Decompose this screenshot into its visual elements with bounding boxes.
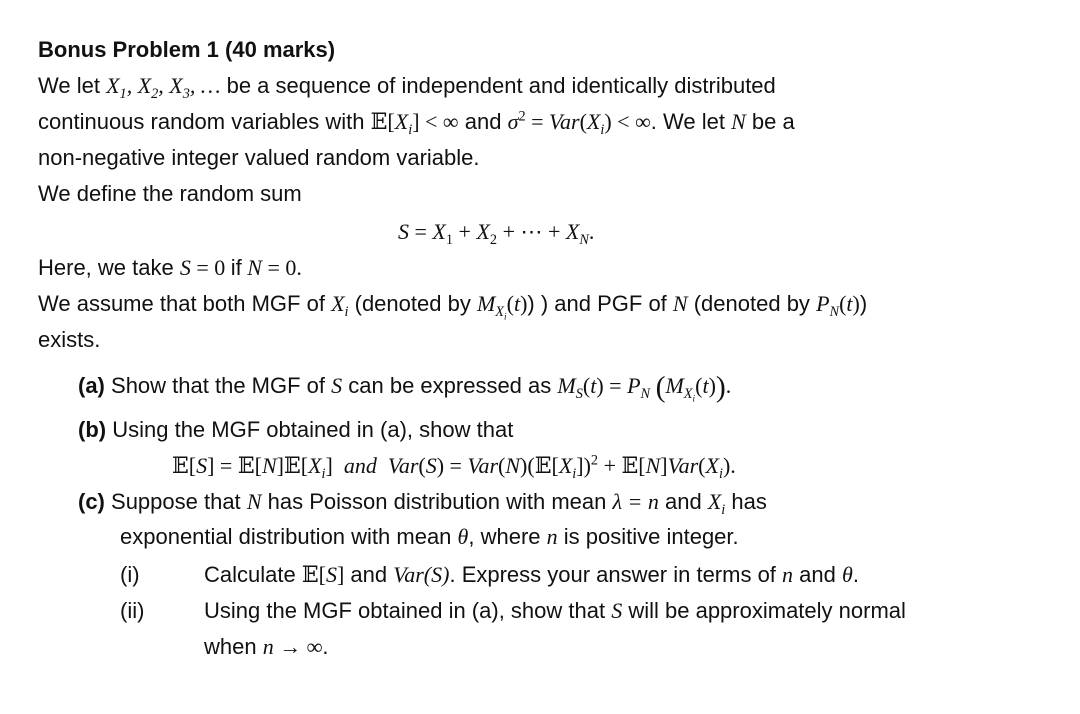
text: (denoted by bbox=[693, 291, 810, 316]
limit-expression: n → ∞ bbox=[262, 634, 323, 659]
text: (denoted by bbox=[354, 291, 471, 316]
text: We assume that both MGF of bbox=[38, 291, 325, 316]
n-symbol: n bbox=[546, 524, 558, 549]
problem-title: Bonus Problem 1 (40 marks) bbox=[38, 37, 336, 62]
variance-condition: $\sigma^2 = Var(X_i)$ < ∞ bbox=[507, 108, 651, 138]
text: . Express your answer in terms of bbox=[449, 562, 776, 587]
text: We let bbox=[38, 73, 100, 98]
subpart-ii-line-1 bbox=[204, 597, 906, 625]
text: can be expressed as bbox=[348, 373, 552, 398]
text: be a sequence of independent and identically distributed bbox=[226, 73, 776, 98]
theta-symbol: θ bbox=[842, 562, 853, 587]
subpart-ii-label: (ii) bbox=[120, 598, 145, 623]
part-c-line-2 bbox=[120, 523, 739, 551]
intro-line-2 bbox=[38, 108, 795, 137]
part-b bbox=[78, 416, 513, 444]
text: . bbox=[852, 562, 859, 587]
pgf-symbol: $P_N(t)$ bbox=[816, 291, 860, 320]
lambda-equation: λ = n bbox=[612, 489, 659, 514]
part-a bbox=[78, 371, 732, 405]
text: and bbox=[464, 109, 502, 134]
text: Show that the MGF of bbox=[111, 373, 325, 398]
zero-condition: S = 0 if N = 0. bbox=[179, 255, 302, 280]
text: , where bbox=[468, 524, 541, 549]
expectation-S: 𝔼[S] bbox=[301, 562, 345, 588]
text: Suppose that bbox=[111, 489, 241, 514]
text: when bbox=[204, 634, 257, 659]
part-b-label: (b) bbox=[78, 417, 107, 442]
text: and bbox=[664, 489, 702, 514]
mgf-symbol: $M_{X_i}(t)$ bbox=[476, 291, 528, 323]
text: has Poisson distribution with mean bbox=[267, 489, 607, 514]
text: ) bbox=[527, 291, 535, 316]
text: Here, we take bbox=[38, 255, 174, 280]
intro-line-1 bbox=[38, 72, 776, 100]
text: and bbox=[350, 562, 388, 587]
N-symbol: N bbox=[731, 109, 746, 134]
text: Using the MGF obtained in (a), show that bbox=[112, 417, 514, 442]
text: has bbox=[731, 489, 767, 514]
expectation-condition: $𝔼[X_i]$ < ∞ bbox=[370, 109, 459, 138]
S-symbol: S bbox=[611, 598, 623, 623]
intro-line-3: non-negative integer valued random variable. bbox=[38, 145, 480, 170]
text: Using the MGF obtained in (a), show that bbox=[204, 598, 606, 623]
text: . bbox=[322, 634, 329, 659]
text: continuous random variables with bbox=[38, 109, 365, 134]
text: . We let bbox=[650, 109, 725, 134]
variance-S: Var(S) bbox=[393, 562, 450, 587]
text: will be approximately normal bbox=[628, 598, 906, 623]
Xi-symbol: $X_i$ bbox=[707, 489, 726, 518]
intro-line-6 bbox=[38, 290, 868, 323]
N-symbol: N bbox=[672, 291, 688, 316]
intro-line-5 bbox=[38, 254, 302, 282]
intro-line-4: We define the random sum bbox=[38, 181, 302, 206]
part-c-label: (c) bbox=[78, 489, 105, 514]
text: exponential distribution with mean bbox=[120, 524, 452, 549]
text: ) and PGF of bbox=[540, 291, 667, 316]
N-symbol: N bbox=[246, 489, 262, 514]
random-sum-equation: $S = X_1 + X_2$ + ⋯ + $X_N$. bbox=[398, 219, 595, 248]
Xi-symbol: $X_i$ bbox=[331, 291, 349, 320]
subpart-i-label: (i) bbox=[120, 562, 140, 587]
S-symbol: S bbox=[331, 373, 343, 398]
part-b-formula: 𝔼[S] = $𝔼[N]𝔼[X_i]$ and $Var(S) = Var(N)(𝔼[X_i])^2$ + $𝔼[N]Var(X_i)$. bbox=[172, 452, 736, 482]
theta-symbol: θ bbox=[457, 524, 469, 549]
subpart-i bbox=[204, 561, 859, 590]
sequence-math: $X_1$, $X_2$, $X_3$, … bbox=[106, 73, 221, 102]
intro-line-7: exists. bbox=[38, 327, 101, 352]
part-a-formula: $M_S(t) = P_N$ $(M_{X_i}(t))$. bbox=[557, 371, 732, 405]
subpart-ii-line-2 bbox=[204, 633, 329, 661]
text: be a bbox=[751, 109, 795, 134]
n-symbol: n bbox=[782, 562, 794, 587]
text: and bbox=[799, 562, 836, 587]
text: Calculate bbox=[204, 562, 296, 587]
text: is positive integer. bbox=[563, 524, 739, 549]
text: ) bbox=[859, 291, 868, 316]
part-a-label: (a) bbox=[78, 373, 105, 398]
part-c-line-1 bbox=[78, 488, 767, 516]
